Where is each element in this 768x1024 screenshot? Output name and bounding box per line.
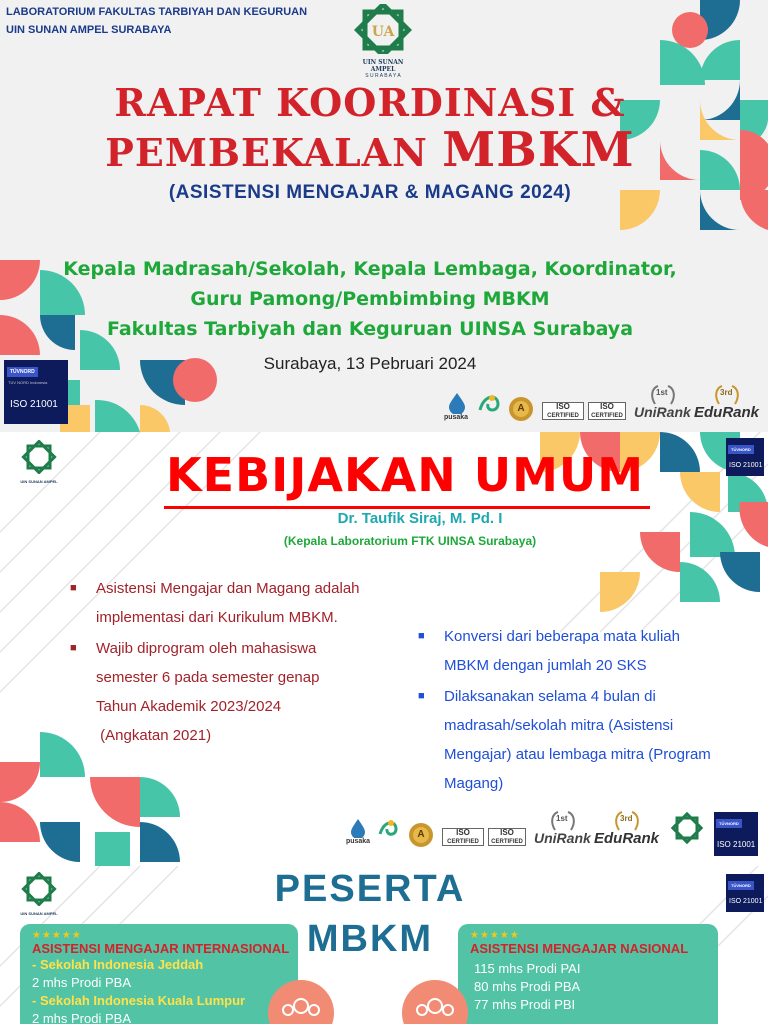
iso-certificate-badge: [4, 360, 68, 424]
pusaka-label-2: pusaka: [345, 838, 371, 845]
bullet-left-1: [70, 574, 360, 632]
logo-text-small-3: UIN SUNAN AMPEL: [20, 911, 58, 916]
card-right-stars: ★★★★★: [470, 930, 520, 941]
bullet-right-1-line2: MBKM dengan jumlah 20 SKS: [444, 657, 647, 674]
main-title-line2: [0, 122, 740, 178]
bullet-left-1-line2: implementasi dari Kurikulum MBKM.: [96, 609, 338, 626]
iso-name-2: ISO 21001: [729, 462, 763, 469]
lab-name-line1: LABORATORIUM FAKULTAS TARBIYAH DAN KEGURUAN: [6, 6, 308, 18]
uinsa-logo: [350, 4, 416, 79]
bullet-left-2-line3: Tahun Akademik 2023/2024: [96, 698, 282, 715]
card-left-line3: - Sekolah Indonesia Kuala Lumpur: [32, 993, 246, 1008]
logo-text-small: UIN SUNAN AMPEL: [20, 479, 58, 484]
slide-peserta: [0, 866, 768, 1024]
bullet-marker: ■: [418, 690, 425, 702]
bullet-right-2-line2: madrasah/sekolah mitra (Asistensi: [444, 717, 674, 734]
slide-kebijakan: [0, 432, 768, 866]
iso-badge-2-sub: CERTIFIED: [591, 413, 623, 419]
audience-line3: Fakultas Tarbiyah dan Keguruan UINSA Surabaya: [106, 318, 634, 340]
iso-brand-4: TÜVNORD: [728, 881, 754, 890]
card-right-line2: 80 mhs Prodi PBA: [474, 979, 581, 994]
iso-name-4: ISO 21001: [729, 898, 763, 905]
iso-badge-3: [442, 828, 484, 846]
bullet-right-2-line1: Dilaksanakan selama 4 bulan di: [444, 688, 656, 705]
speaker-role: (Kepala Laboratorium FTK UINSA Surabaya): [283, 534, 537, 548]
accreditation-grade-2: A: [417, 829, 425, 840]
unirank-position-2: 1st: [556, 814, 568, 823]
logo-subtext: S U R A B A Y A: [365, 73, 401, 79]
people-group-icon: [266, 978, 336, 1024]
bullet-right-1: [418, 622, 680, 680]
peserta-title-line1: PESERTA: [274, 868, 466, 910]
iso-badge-4-sub: CERTIFIED: [491, 839, 523, 845]
svg-text:UA: UA: [371, 24, 395, 40]
card-left-line2: 2 mhs Prodi PBA: [32, 975, 131, 990]
iso-name-3: ISO 21001: [717, 840, 756, 849]
edurank-position-2: 3rd: [620, 814, 633, 823]
bullet-left-2-line4: (Angkatan 2021): [96, 727, 212, 744]
ministry-swirl-icon: [476, 390, 502, 418]
edurank-label-2: EduRank: [594, 830, 660, 847]
event-date: Surabaya, 13 Pebruari 2024: [263, 354, 477, 373]
unirank-position: 1st: [656, 388, 668, 397]
ministry-swirl-icon: [376, 816, 400, 842]
main-subtitle: (ASISTENSI MENGAJAR & MAGANG 2024): [168, 182, 572, 203]
card-right-line1: 115 mhs Prodi PAI: [474, 961, 581, 976]
card-internasional: [20, 924, 298, 1024]
card-right-title: ASISTENSI MENGAJAR NASIONAL: [470, 941, 689, 956]
iso-badge-3-sub: CERTIFIED: [447, 839, 479, 845]
lab-name-line2: UIN SUNAN AMPEL SURABAYA: [6, 24, 172, 36]
iso-badge-4-text: ISO: [500, 828, 514, 837]
card-left-line4: 2 mhs Prodi PBA: [32, 1011, 131, 1024]
bullet-marker: ■: [418, 630, 425, 642]
uinsa-logo-footer: [666, 812, 708, 854]
speaker-name: Dr. Taufik Siraj, M. Pd. I: [337, 510, 503, 527]
iso-badge-1: [542, 402, 584, 420]
uinsa-emblem-icon: [350, 4, 416, 54]
bullet-left-2: [70, 634, 320, 750]
kebijakan-title: KEBIJAKAN UMUM: [166, 448, 644, 502]
logo-text: UIN SUNAN AMPEL: [362, 59, 404, 73]
bullet-left-2-line1: Wajib diprogram oleh mahasiswa: [96, 640, 317, 657]
uinsa-emblem-icon: [666, 812, 708, 844]
iso-brand: TÜVNORD: [7, 367, 38, 377]
card-left-title: ASISTENSI MENGAJAR INTERNASIONAL: [32, 941, 290, 956]
bullet-marker: ■: [70, 642, 77, 654]
bullet-right-2-line4: Magang): [444, 775, 504, 792]
pusaka-drop-icon: [446, 392, 468, 414]
iso-name: ISO 21001: [10, 399, 58, 410]
edurank-label: EduRank: [694, 404, 760, 421]
iso-brand-2: TÜVNORD: [728, 445, 754, 454]
iso-badge-3-text: ISO: [456, 828, 470, 837]
card-left-line1: - Sekolah Indonesia Jeddah: [32, 957, 204, 972]
iso-brand-3: TÜVNORD: [716, 819, 742, 828]
bullet-right-1-line1: Konversi dari beberapa mata kuliah: [444, 628, 680, 645]
bullet-left-1-line1: Asistensi Mengajar dan Magang adalah: [96, 580, 360, 597]
iso-badge-1-sub: CERTIFIED: [547, 413, 579, 419]
peserta-title-line2: MBKM: [306, 918, 434, 960]
pusaka-drop-icon: [348, 818, 368, 838]
iso-certificate-badge-2: [726, 438, 764, 476]
edurank-position: 3rd: [720, 388, 733, 397]
bullet-left-2-line2: semester 6 pada semester genap: [96, 669, 320, 686]
unirank-label-2: UniRank: [534, 830, 591, 846]
bullet-right-2-line3: Mengajar) atau lembaga mitra (Program: [444, 746, 711, 763]
bullet-right-2: [418, 682, 711, 798]
audience-line2: Guru Pamong/Pembimbing MBKM: [190, 288, 550, 310]
audience-line1: Kepala Madrasah/Sekolah, Kepala Lembaga, Koordinator,: [63, 258, 677, 280]
card-left-stars: ★★★★★: [32, 930, 82, 941]
iso-badge-2-text: ISO: [600, 402, 614, 411]
people-group-icon-2: [400, 978, 470, 1024]
iso-badge-2: [588, 402, 626, 420]
main-title-line1: RAPAT KOORDINASI &: [114, 80, 626, 125]
card-nasional: [458, 924, 718, 1024]
iso-certificate-badge-3: [714, 812, 758, 856]
card-right-line3: 77 mhs Prodi PBI: [474, 997, 576, 1012]
iso-badge-4: [488, 828, 526, 846]
accreditation-grade: A: [517, 403, 525, 414]
unirank-label: UniRank: [634, 404, 691, 420]
iso-badge-1-text: ISO: [556, 402, 570, 411]
pusaka-label: pusaka: [443, 414, 469, 421]
iso-brand-sub: TÜV NORD Indonesia: [8, 380, 48, 385]
title-underline: [164, 506, 650, 509]
bullet-marker: ■: [70, 582, 77, 594]
slide-cover: [0, 0, 768, 432]
main-title-pembekalan: PEMBEKALAN: [105, 130, 443, 175]
main-title-mbkm: MBKM: [442, 122, 635, 178]
